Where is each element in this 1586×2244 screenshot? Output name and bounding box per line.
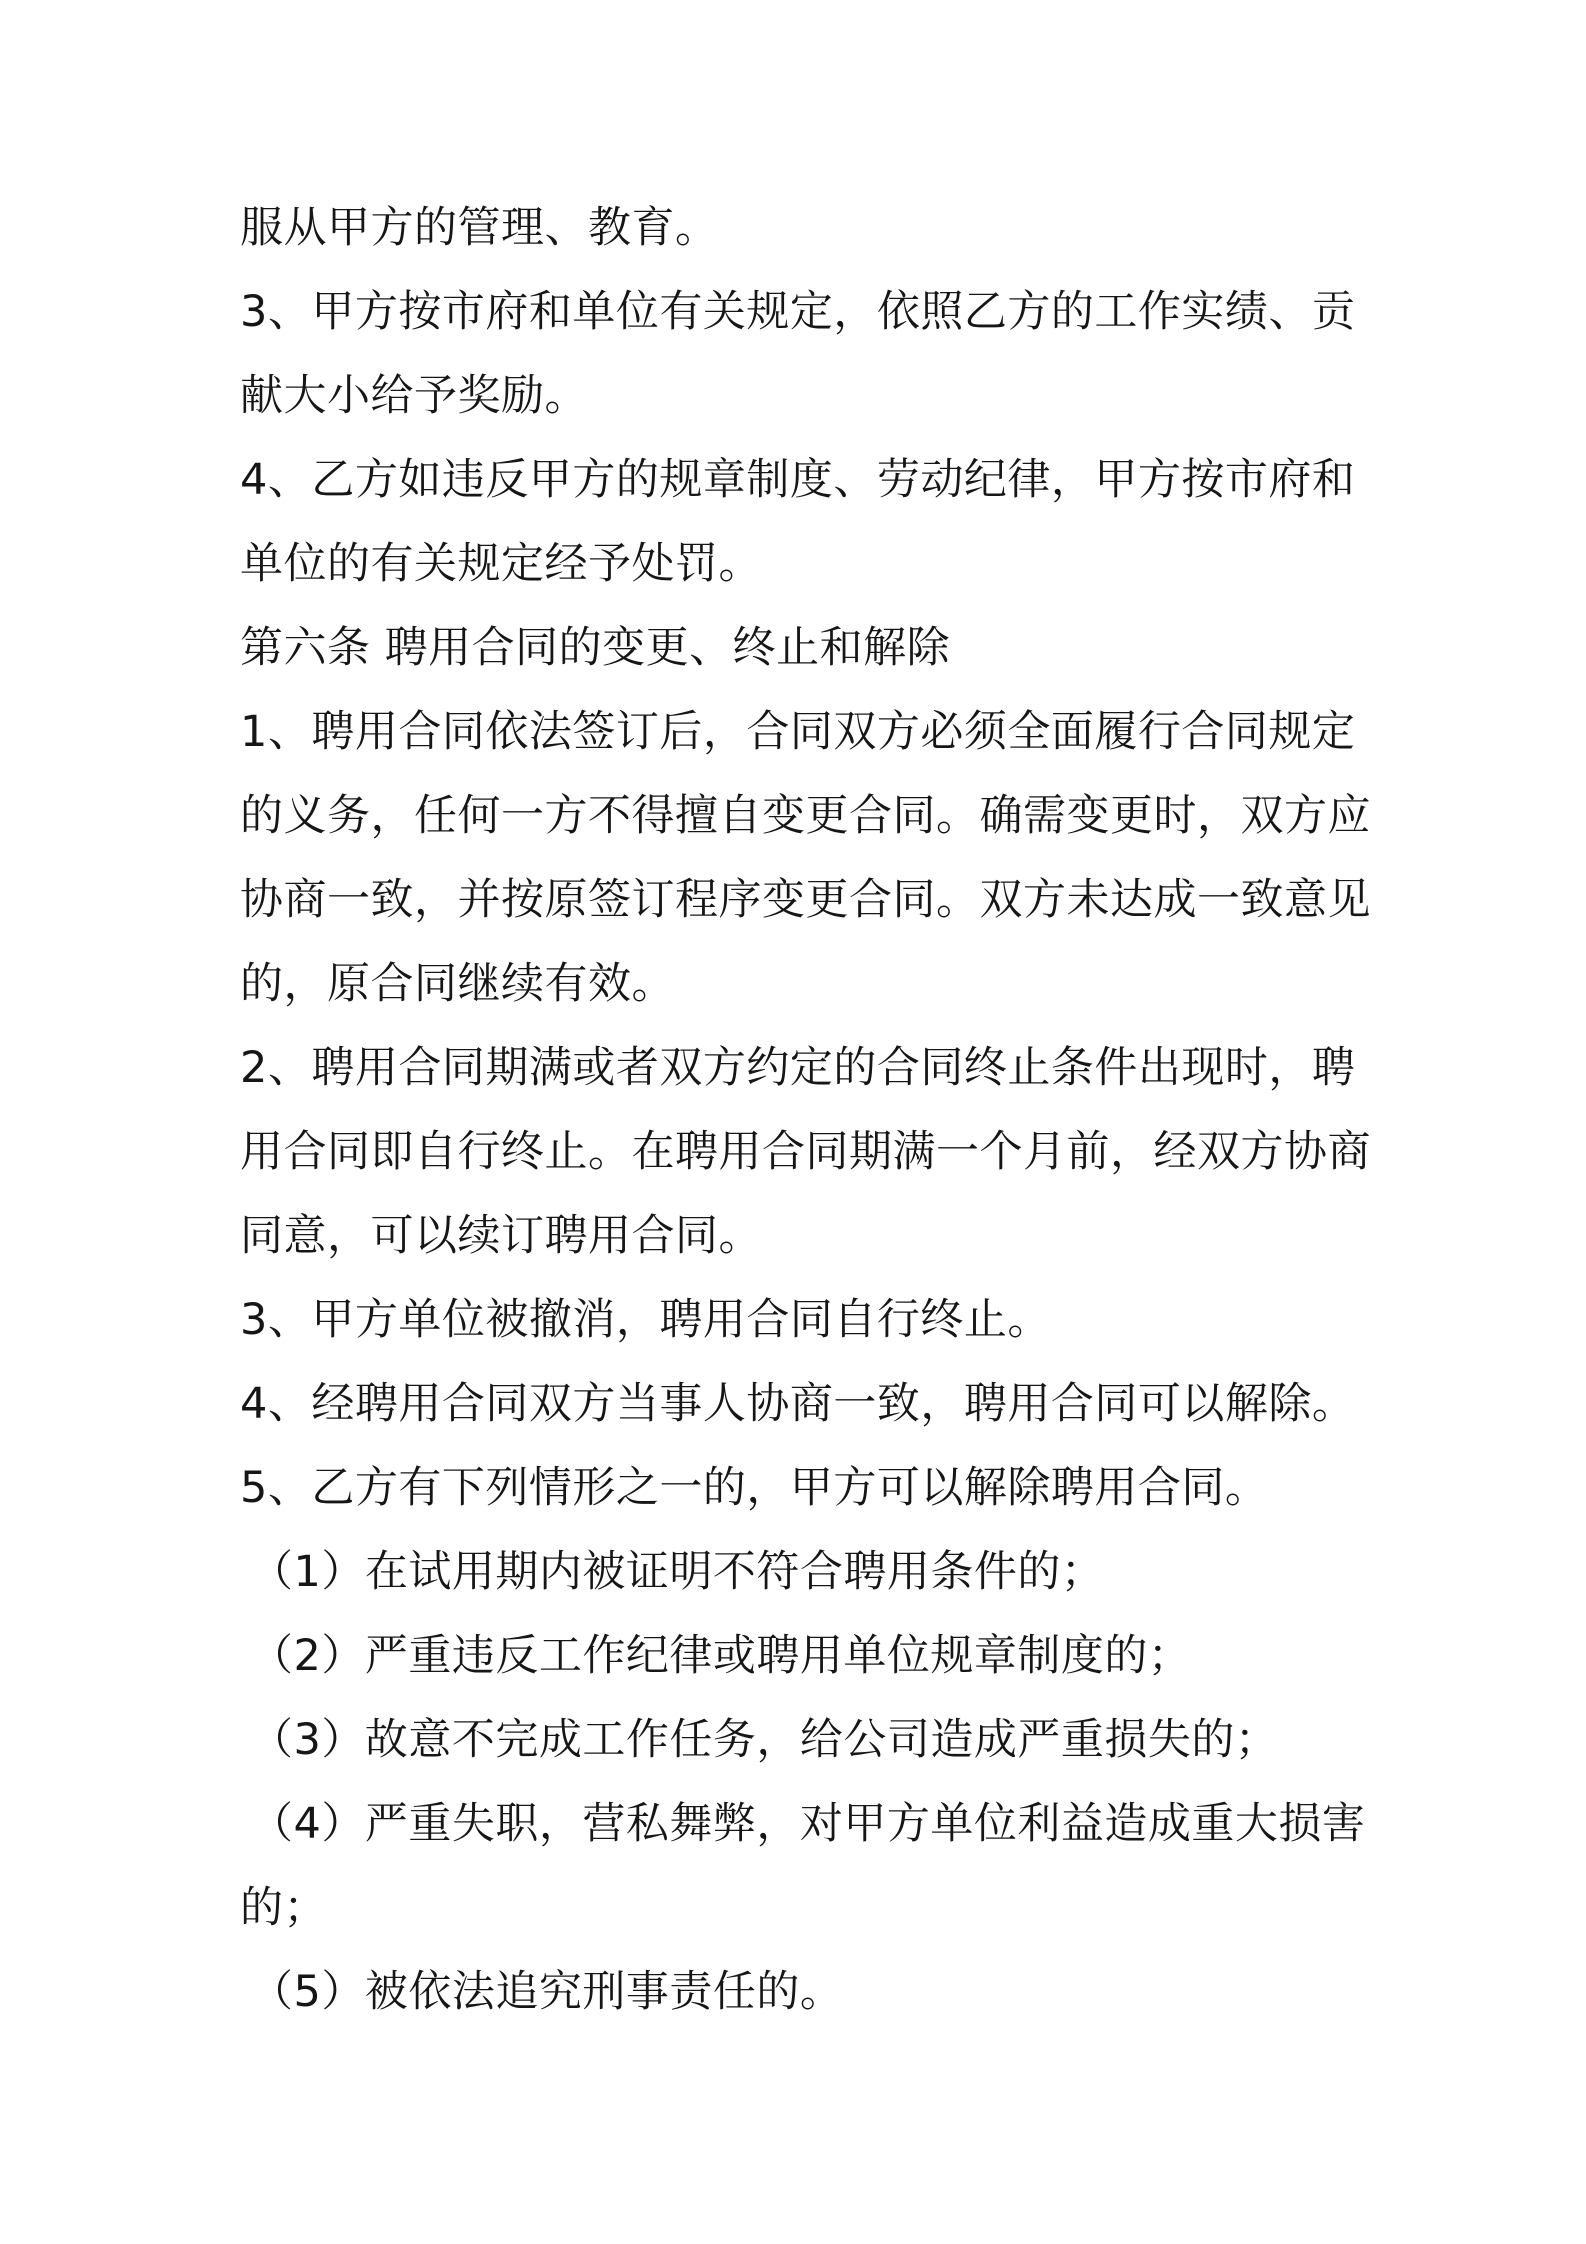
text-line: 的；	[240, 1883, 327, 1933]
text-line: 3、甲方按市府和单位有关规定，依照乙方的工作实绩、贡	[240, 287, 1356, 337]
text-line: 单位的有关规定经予处罚。	[240, 539, 762, 589]
list-item: （2）严重违反工作纪律或聘用单位规章制度的；	[250, 1631, 1192, 1681]
text-line: 协商一致，并按原签订程序变更合同。双方未达成一致意见	[240, 875, 1371, 925]
text-line: 的，原合同继续有效。	[240, 959, 675, 1009]
text-line: 4、经聘用合同双方当事人协商一致，聘用合同可以解除。	[240, 1379, 1356, 1429]
text-line: 的义务，任何一方不得擅自变更合同。确需变更时，双方应	[240, 791, 1371, 841]
list-item: （4）严重失职，营私舞弊，对甲方单位利益造成重大损害	[250, 1799, 1366, 1849]
list-item: （1）在试用期内被证明不符合聘用条件的；	[250, 1547, 1105, 1597]
section-heading: 第六条 聘用合同的变更、终止和解除	[240, 623, 951, 673]
text-line: 献大小给予奖励。	[240, 371, 588, 421]
text-line: 5、乙方有下列情形之一的，甲方可以解除聘用合同。	[240, 1463, 1269, 1513]
list-item: （5）被依法追究刑事责任的。	[250, 1967, 844, 2017]
document-text-body	[240, 186, 1371, 2034]
text-line: 同意，可以续订聘用合同。	[240, 1211, 762, 1261]
text-line: 2、聘用合同期满或者双方约定的合同终止条件出现时，聘	[240, 1043, 1356, 1093]
text-line: 1、聘用合同依法签订后，合同双方必须全面履行合同规定	[240, 707, 1356, 757]
text-line: 服从甲方的管理、教育。	[240, 203, 719, 253]
text-line: 3、甲方单位被撤消，聘用合同自行终止。	[240, 1295, 1051, 1345]
text-line: 用合同即自行终止。在聘用合同期满一个月前，经双方协商	[240, 1127, 1371, 1177]
list-item: （3）故意不完成工作任务，给公司造成严重损失的；	[250, 1715, 1279, 1765]
text-line: 4、乙方如违反甲方的规章制度、劳动纪律，甲方按市府和	[240, 455, 1356, 505]
